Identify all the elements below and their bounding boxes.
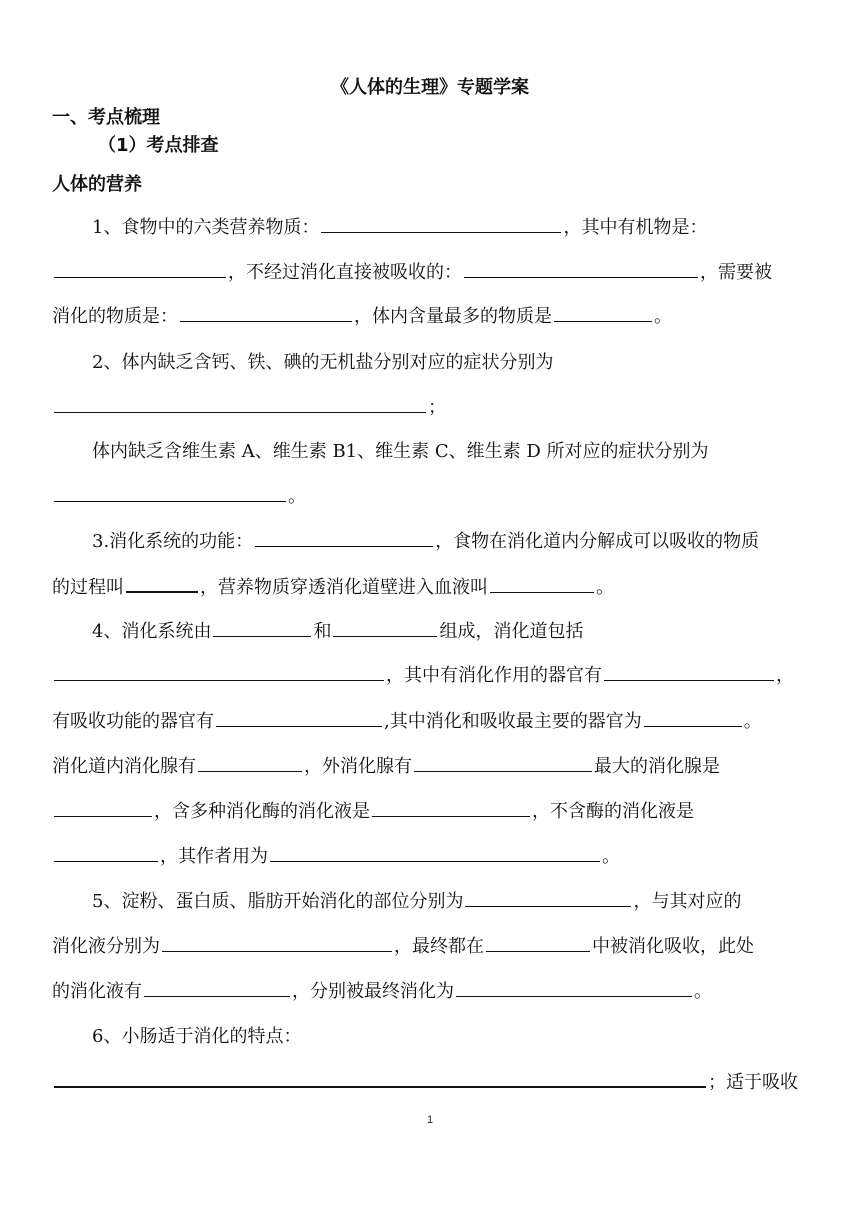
answer-blank[interactable] bbox=[213, 620, 311, 637]
answer-blank[interactable] bbox=[54, 1070, 706, 1088]
answer-blank[interactable] bbox=[162, 935, 392, 952]
question-4-line-5: ，含多种消化酶的消化液是 ，不含酶的消化液是 bbox=[52, 800, 694, 824]
answer-blank[interactable] bbox=[604, 664, 774, 681]
question-3-line-1: 3.消化系统的功能： ，食物在消化道内分解成可以吸收的物质 bbox=[92, 531, 760, 552]
answer-blank[interactable] bbox=[333, 620, 437, 637]
question-5-line-1: 5、淀粉、蛋白质、脂肪开始消化的部位分别为 ，与其对应的 bbox=[92, 891, 742, 912]
document-title: 《人体的生理》专题学案 bbox=[331, 77, 529, 98]
answer-blank[interactable] bbox=[456, 980, 692, 997]
answer-blank[interactable] bbox=[54, 800, 152, 817]
topic-heading: 人体的营养 bbox=[52, 174, 142, 195]
question-3-line-2: 的过程叫 ，营养物质穿透消化道壁进入血液叫 。 bbox=[52, 577, 614, 598]
question-1-line-1: 1、食物中的六类营养物质： ，其中有机物是： bbox=[92, 217, 708, 238]
answer-blank[interactable] bbox=[54, 664, 384, 681]
answer-blank[interactable] bbox=[216, 710, 382, 727]
answer-blank[interactable] bbox=[644, 710, 742, 727]
answer-blank[interactable] bbox=[554, 305, 652, 322]
question-2-line-4: 。 bbox=[52, 485, 306, 509]
question-2-line-2: ； bbox=[52, 396, 446, 420]
answer-blank[interactable] bbox=[144, 980, 290, 997]
question-4-line-6: ，其作者用为 。 bbox=[52, 845, 620, 869]
answer-blank[interactable] bbox=[486, 935, 590, 952]
question-4-line-3: 有吸收功能的器官有 ,其中消化和吸收最主要的器官为 。 bbox=[52, 711, 762, 732]
answer-blank[interactable] bbox=[321, 216, 561, 233]
question-2-line-1: 2、体内缺乏含钙、铁、碘的无机盐分别对应的症状分别为 bbox=[92, 352, 554, 373]
question-5-line-3: 的消化液有 ，分别被最终消化为 。 bbox=[52, 981, 712, 1002]
page-number: 1 bbox=[426, 1114, 434, 1126]
answer-blank[interactable] bbox=[54, 261, 226, 278]
answer-blank[interactable] bbox=[54, 396, 426, 413]
answer-blank[interactable] bbox=[126, 575, 198, 593]
question-1-line-2: ，不经过消化直接被吸收的： ，需要被 bbox=[52, 261, 772, 285]
answer-blank[interactable] bbox=[465, 890, 631, 907]
section-heading: 一、考点梳理 bbox=[52, 107, 160, 128]
question-6-line-1: 6、小肠适于消化的特点： bbox=[92, 1026, 302, 1047]
question-6-line-2: ；适于吸收 bbox=[52, 1070, 798, 1095]
question-4-line-4: 消化道内消化腺有 ，外消化腺有 最大的消化腺是 bbox=[52, 756, 720, 777]
answer-blank[interactable] bbox=[255, 530, 433, 547]
answer-blank[interactable] bbox=[54, 845, 158, 862]
question-2-line-3: 体内缺乏含维生素 A、维生素 B1、维生素 C、维生素 D 所对应的症状分别为 bbox=[92, 441, 709, 462]
answer-blank[interactable] bbox=[198, 755, 302, 772]
question-4-line-1: 4、消化系统由 和 组成，消化道包括 bbox=[92, 621, 584, 642]
answer-blank[interactable] bbox=[54, 485, 286, 502]
question-1-line-3: 消化的物质是： ，体内含量最多的物质是 。 bbox=[52, 306, 672, 327]
question-4-line-2: ，其中有消化作用的器官有 ， bbox=[52, 664, 794, 688]
question-5-line-2: 消化液分别为 ，最终都在 中被消化吸收，此处 bbox=[52, 936, 754, 957]
answer-blank[interactable] bbox=[464, 261, 698, 278]
subsection-heading: （1）考点排查 bbox=[98, 135, 219, 156]
answer-blank[interactable] bbox=[180, 305, 352, 322]
answer-blank[interactable] bbox=[490, 576, 594, 593]
answer-blank[interactable] bbox=[372, 800, 530, 817]
answer-blank[interactable] bbox=[414, 755, 592, 772]
answer-blank[interactable] bbox=[270, 845, 600, 862]
